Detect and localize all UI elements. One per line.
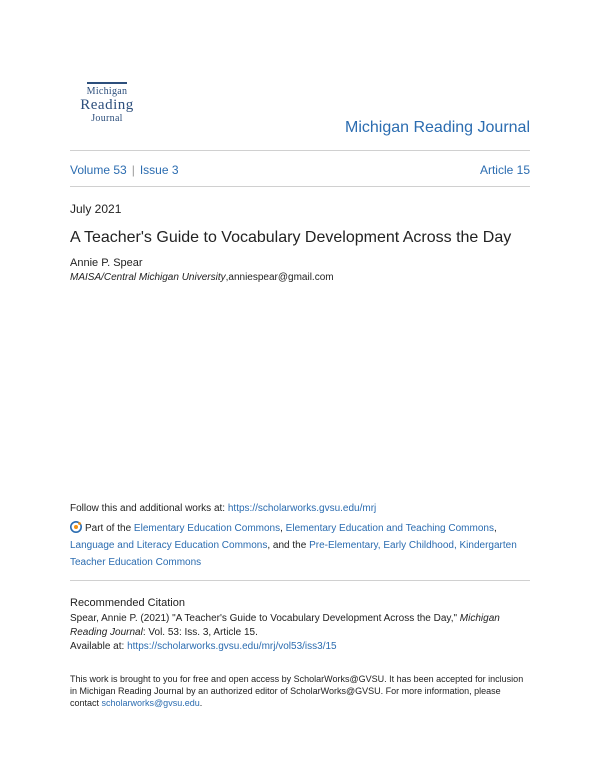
footer-end: .: [199, 698, 203, 708]
commons-sep-1: ,: [280, 523, 286, 534]
volume-link[interactable]: Volume 53: [70, 163, 127, 177]
follow-line: [70, 503, 376, 514]
journal-name-link[interactable]: Michigan Reading Journal: [345, 119, 530, 136]
network-commons-icon: [70, 521, 82, 533]
follow-url-link[interactable]: https://scholarworks.gvsu.edu/mrj: [227, 503, 377, 514]
citation-text: Spear, Annie P. (2021) "A Teacher's Guide to Vocabulary Development Across the Day,": [70, 613, 460, 624]
recommended-citation-heading: Recommended Citation: [70, 597, 185, 609]
commons-sep-2: ,: [493, 523, 497, 534]
affiliation-name: MAISA/Central Michigan University: [70, 272, 226, 283]
article-link[interactable]: Article 15: [479, 163, 530, 177]
available-url-link[interactable]: https://scholarworks.gvsu.edu/mrj/vol53/iss3/15: [127, 641, 337, 652]
footer-notice: [70, 673, 532, 709]
commons-link-3[interactable]: Language and Literacy Education Commons: [70, 540, 268, 551]
issue-link[interactable]: Issue 3: [139, 163, 179, 177]
citation-body: [70, 612, 532, 654]
article-title: A Teacher's Guide to Vocabulary Development Across the Day: [70, 229, 512, 246]
commons-link-2[interactable]: Elementary Education and Teaching Commons: [285, 523, 494, 534]
logo-line-2: Reading: [80, 97, 134, 113]
author-email: ,anniespear@gmail.com: [225, 272, 334, 283]
author-name: Annie P. Spear: [70, 257, 143, 269]
footer-text: This work is brought to you for free and open access by ScholarWorks@GVSU. It has been accepted for inclusion in Michigan Reading Journal by an authorized editor of ScholarWorks@GVSU. For more information, please contact: [70, 674, 524, 708]
citation-divider: [70, 580, 530, 581]
commons-link-1[interactable]: Elementary Education Commons: [133, 523, 281, 534]
top-divider: [70, 150, 530, 151]
commons-link-4[interactable]: Pre-Elementary, Early Childhood, Kindergarten Teacher Education Commons: [70, 540, 517, 568]
logo-line-3: Journal: [91, 113, 123, 124]
logo-bar: [87, 82, 127, 84]
citation-rest: : Vol. 53: Iss. 3, Article 15.: [142, 627, 258, 638]
follow-label: Follow this and additional works at:: [70, 503, 228, 514]
vol-separator: |: [131, 163, 135, 177]
second-divider: [70, 186, 530, 187]
journal-logo: [72, 82, 142, 125]
logo-line-1: Michigan: [86, 86, 128, 97]
part-of-commons: [70, 520, 532, 571]
partof-label: Part of the: [85, 523, 134, 534]
volume-issue: [70, 163, 179, 177]
commons-sep-3: , and the: [267, 540, 310, 551]
publication-date: July 2021: [70, 202, 122, 216]
contact-email-link[interactable]: scholarworks@gvsu.edu: [101, 698, 200, 708]
author-affiliation: [70, 272, 334, 283]
volume-issue-row: [70, 163, 530, 177]
citation-journal: Michigan Reading Journal: [70, 613, 500, 638]
available-label: Available at:: [70, 641, 128, 652]
